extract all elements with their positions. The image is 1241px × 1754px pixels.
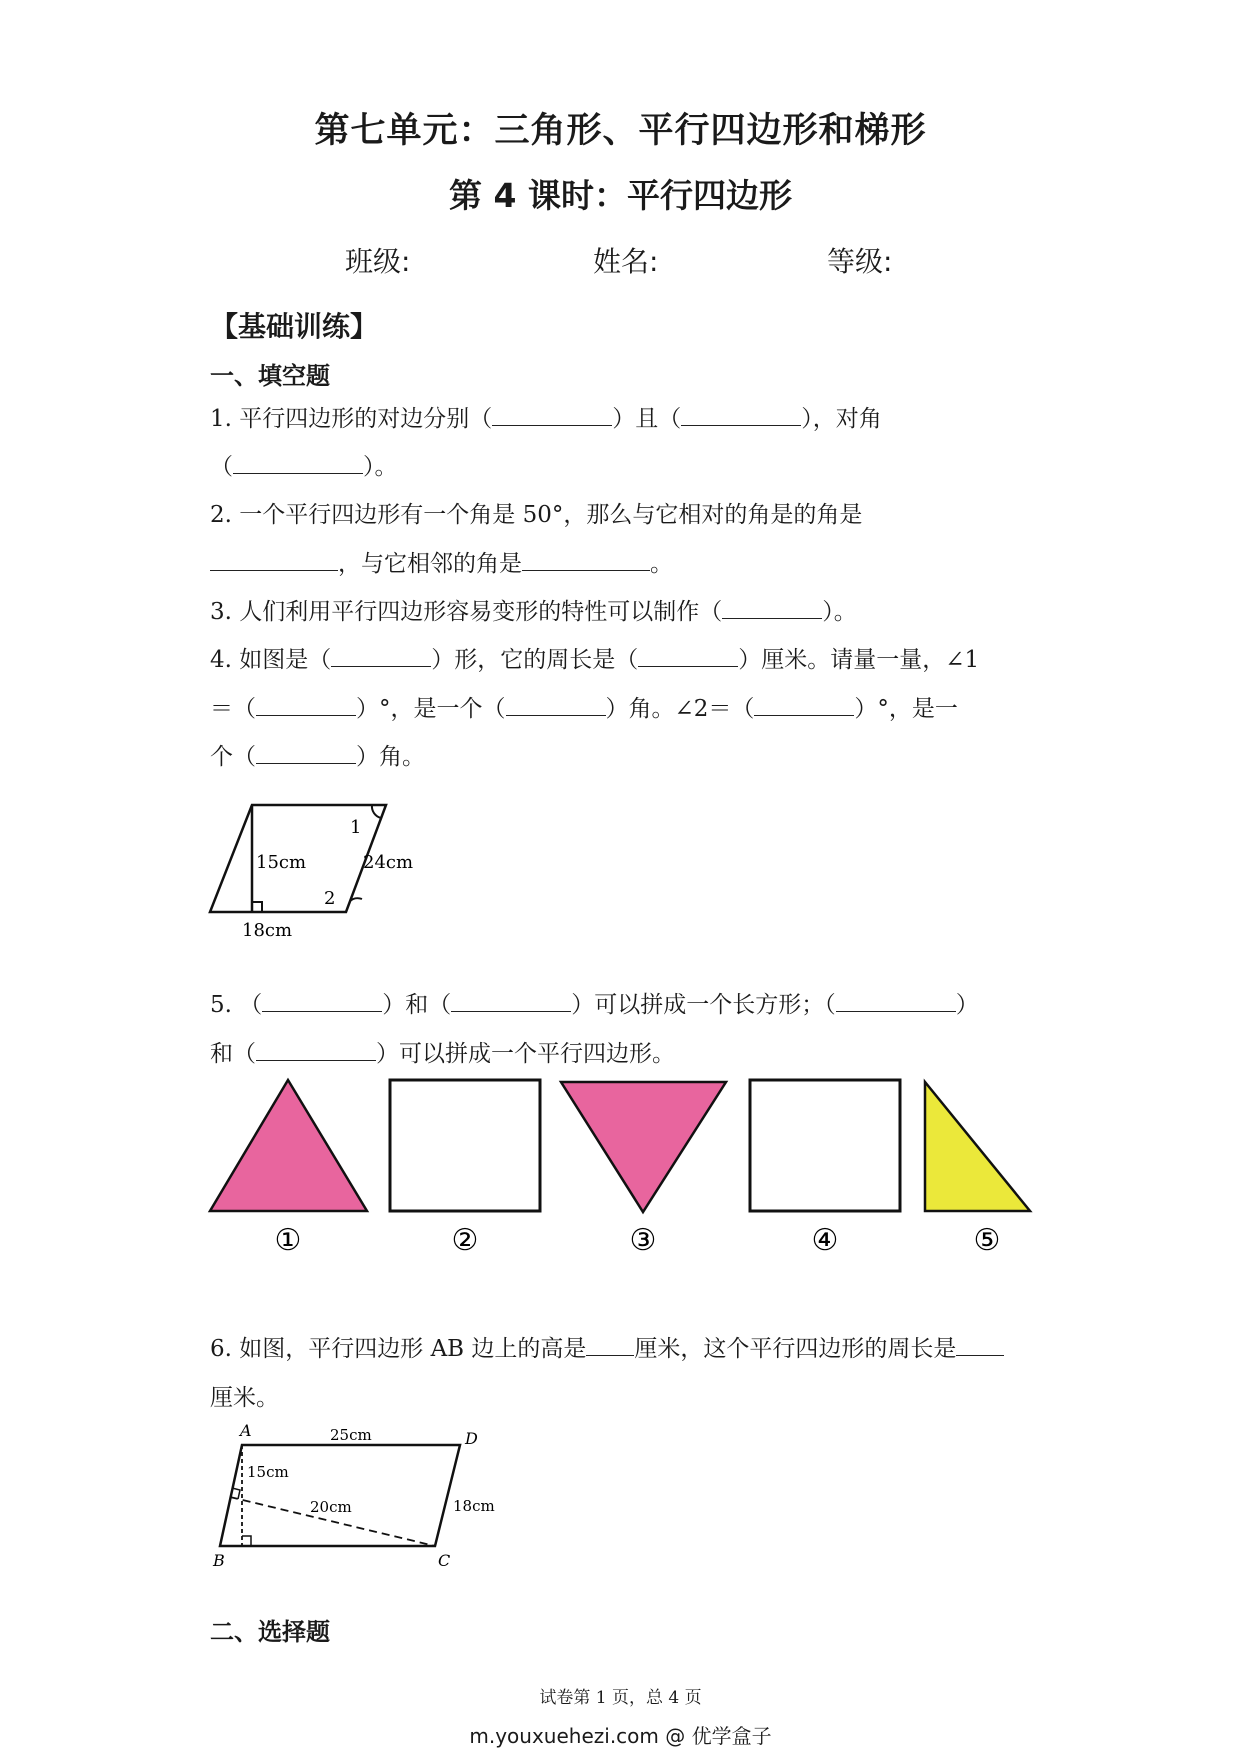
angle1-label: 1 (350, 817, 362, 838)
q3-text: 3. 人们利用平行四边形容易变形的特性可以制作（ (210, 599, 723, 625)
q4-text: ）°，是一个（ (356, 696, 506, 722)
q4-text: ）角。∠2＝（ (605, 696, 755, 722)
section-fill: 一、填空题 (210, 362, 330, 390)
q6-line2 (210, 1379, 279, 1412)
shape-label-5: ⑤ (973, 1223, 1001, 1258)
answer-blank[interactable] (754, 693, 854, 716)
right-angle-mark (252, 902, 262, 912)
yellow-right-triangle (925, 1082, 1030, 1211)
q5-line2 (210, 1035, 675, 1068)
q2-text: 。 (650, 551, 673, 577)
shape-label-3: ③ (629, 1223, 657, 1258)
q4-text: 4. 如图是（ (210, 647, 332, 673)
shape-label-1: ① (274, 1223, 302, 1258)
angle2-arc (350, 898, 362, 901)
q5-text: ）可以拼成一个长方形；（ (571, 992, 836, 1018)
q1-text: （ (210, 454, 233, 480)
q5-text: ）可以拼成一个平行四边形。 (376, 1041, 675, 1067)
answer-blank[interactable] (638, 644, 738, 667)
vertex-c: C (438, 1551, 451, 1570)
q4-line1 (210, 641, 979, 674)
q5-shapes-figure (200, 1070, 1050, 1270)
name-label: 姓名: (593, 245, 659, 278)
answer-blank[interactable] (506, 693, 606, 716)
q1-text: ），对角 (801, 406, 882, 432)
grade-label: 等级: (827, 245, 893, 278)
q6-parallelogram (220, 1445, 460, 1546)
height-label: 15cm (256, 852, 307, 873)
q4-text: ＝（ (210, 696, 256, 722)
q4-line2 (210, 690, 958, 723)
base-label: 18cm (242, 920, 293, 941)
answer-blank[interactable] (256, 693, 356, 716)
q1-text: 1. 平行四边形的对边分别（ (210, 406, 493, 432)
q3-text: ）。 (822, 599, 857, 625)
answer-blank[interactable] (256, 741, 356, 764)
q3-line (210, 593, 857, 626)
answer-blank[interactable] (256, 1038, 376, 1061)
top-label: 25cm (330, 1426, 372, 1444)
answer-blank[interactable] (233, 451, 363, 474)
section-choice: 二、选择题 (210, 1618, 330, 1646)
answer-blank[interactable] (331, 644, 431, 667)
square-2 (390, 1080, 540, 1211)
height-label: 15cm (247, 1463, 289, 1481)
square-4 (750, 1080, 900, 1211)
shape-label-2: ② (451, 1223, 479, 1258)
q1-line2 (210, 448, 398, 481)
q1-line1 (210, 400, 882, 433)
q6-line1 (210, 1330, 1004, 1363)
pink-triangle-up (210, 1080, 367, 1211)
diag-label: 20cm (310, 1498, 352, 1516)
q4-line3 (210, 738, 425, 771)
site-watermark: m.youxuehezi.com @ 优学盒子 (469, 1724, 772, 1748)
shape-label-4: ④ (811, 1223, 839, 1258)
q6-text: 6. 如图，平行四边形 AB 边上的高是 (210, 1336, 587, 1362)
pink-triangle-down (561, 1082, 726, 1212)
answer-blank[interactable] (522, 548, 650, 571)
q6-text: 厘米。 (210, 1385, 279, 1411)
q5-text: 5. （ (210, 992, 263, 1018)
vertex-b: B (213, 1551, 225, 1570)
q2-line2 (210, 545, 673, 578)
q5-text: ） (955, 992, 979, 1018)
answer-blank[interactable] (722, 596, 822, 619)
q6-text: 厘米，这个平行四边形的周长是 (634, 1336, 957, 1362)
section-basic: 【基础训练】 (210, 310, 379, 343)
q5-text: ）和（ (382, 992, 452, 1018)
q4-parallelogram-figure (200, 795, 440, 945)
angle1-arc (372, 805, 381, 818)
q5-line1 (210, 986, 979, 1019)
answer-blank[interactable] (492, 403, 612, 426)
unit-title: 第七单元：三角形、平行四边形和梯形 (314, 111, 927, 151)
answer-blank[interactable] (956, 1333, 1004, 1356)
angle2-label: 2 (324, 888, 336, 909)
answer-blank[interactable] (451, 989, 571, 1012)
q4-text: ）°，是一 (854, 696, 958, 722)
q6-parallelogram-figure (205, 1420, 505, 1570)
vertex-a: A (240, 1421, 252, 1440)
side-label: 18cm (453, 1497, 495, 1515)
q2-text: 2. 一个平行四边形有一个角是 50°，那么与它相对的角是的角是 (210, 502, 863, 528)
q4-text: ）形，它的周长是（ (431, 647, 639, 673)
q1-text: ）。 (363, 454, 398, 480)
side-label: 24cm (363, 852, 414, 873)
lesson-title: 第 4 课时：平行四边形 (449, 176, 792, 215)
q1-text: ）且（ (612, 406, 682, 432)
answer-blank[interactable] (681, 403, 801, 426)
vertex-d: D (465, 1429, 478, 1448)
q4-text: ）角。 (356, 744, 425, 770)
class-label: 班级: (345, 245, 411, 278)
answer-blank[interactable] (586, 1333, 634, 1356)
q4-text: 个（ (210, 744, 256, 770)
answer-blank[interactable] (836, 989, 956, 1012)
answer-blank[interactable] (262, 989, 382, 1012)
q4-text: ）厘米。请量一量，∠1 (738, 647, 980, 673)
answer-blank[interactable] (210, 548, 338, 571)
q2-line1 (210, 496, 862, 529)
page-footer: 试卷第 1 页，总 4 页 (539, 1688, 702, 1708)
q5-text: 和（ (210, 1041, 256, 1067)
q2-text: ，与它相邻的角是 (338, 551, 522, 577)
right-angle-mark (242, 1536, 251, 1546)
